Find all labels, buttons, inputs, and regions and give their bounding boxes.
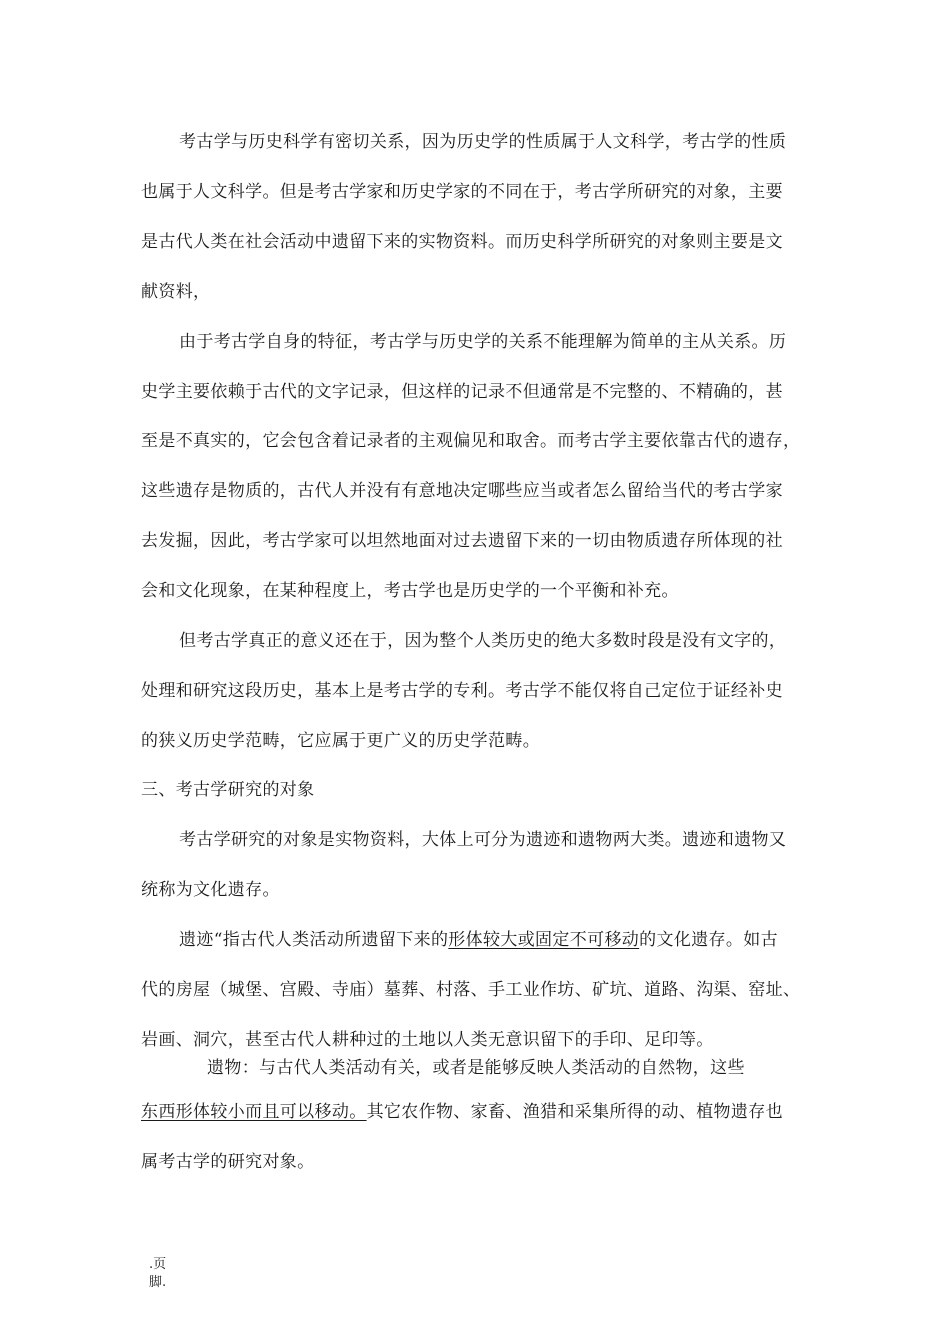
paragraph-6-line-2 xyxy=(141,1101,783,1123)
footer-line-2: 脚. xyxy=(149,1275,167,1290)
paragraph-6-line-2-end: 其它农作物、家畜、渔猎和采集所得的动、植物遗存也 xyxy=(366,1102,783,1122)
paragraph-1-line-2: 也属于人文科学。但是考古学家和历史学家的不同在于，考古学所研究的对象，主要 xyxy=(141,182,783,202)
paragraph-5-line-1-start: 遗迹“指古代人类活动所遗留下来的 xyxy=(179,930,449,950)
underlined-phrase-small-movable: 东西形体较小而且可以移动。 xyxy=(141,1102,367,1122)
paragraph-1-line-3: 是古代人类在社会活动中遗留下来的实物资料。而历史科学所研究的对象则主要是文 xyxy=(141,232,783,252)
paragraph-2-line-2: 史学主要依赖于古代的文字记录，但这样的记录不但通常是不完整的、不精确的，甚 xyxy=(141,382,783,402)
paragraph-3-line-3: 的狭义历史学范畴，它应属于更广义的历史学范畴。 xyxy=(141,731,541,751)
paragraph-1-line-1: 考古学与历史科学有密切关系，因为历史学的性质属于人文科学，考古学的性质 xyxy=(179,132,787,152)
paragraph-6-line-1: 遗物：与古代人类活动有关，或者是能够反映人类活动的自然物，这些 xyxy=(207,1058,745,1078)
paragraph-2-line-6: 会和文化现象，在某种程度上，考古学也是历史学的一个平衡和补充。 xyxy=(141,581,679,601)
paragraph-2-line-4: 这些遗存是物质的，古代人并没有有意地决定哪些应当或者怎么留给当代的考古学家 xyxy=(141,481,783,501)
paragraph-1-line-4: 献资料， xyxy=(141,282,211,302)
section-heading: 三、考古学研究的对象 xyxy=(141,780,315,800)
paragraph-3-line-2: 处理和研究这段历史，基本上是考古学的专利。考古学不能仅将自己定位于证经补史 xyxy=(141,681,783,701)
paragraph-2-line-3: 至是不真实的，它会包含着记录者的主观偏见和取舍。而考古学主要依靠古代的遗存， xyxy=(141,431,801,451)
paragraph-3-line-1: 但考古学真正的意义还在于，因为整个人类历史的绝大多数时段是没有文字的， xyxy=(179,631,787,651)
paragraph-5-line-1-end: 的文化遗存。如古 xyxy=(639,930,778,950)
paragraph-2-line-1: 由于考古学自身的特征，考古学与历史学的关系不能理解为简单的主从关系。历 xyxy=(179,332,787,352)
paragraph-4-line-1: 考古学研究的对象是实物资料，大体上可分为遗迹和遗物两大类。遗迹和遗物又 xyxy=(179,830,787,850)
paragraph-6-line-3: 属考古学的研究对象。 xyxy=(141,1152,315,1172)
paragraph-5-line-2: 代的房屋（城堡、宫殿、寺庙）墓葬、村落、手工业作坊、矿坑、道路、沟渠、窑址、 xyxy=(141,980,801,1000)
underlined-phrase-large-fixed: 形体较大或固定不可移动 xyxy=(448,930,640,950)
paragraph-4-line-2: 统称为文化遗存。 xyxy=(141,880,280,900)
paragraph-2-line-5: 去发掘，因此，考古学家可以坦然地面对过去遗留下来的一切由物质遗存所体现的社 xyxy=(141,531,783,551)
paragraph-5-line-1 xyxy=(179,929,778,951)
footer-line-1: .页 xyxy=(149,1257,167,1272)
paragraph-5-line-3: 岩画、洞穴，甚至古代人耕种过的土地以人类无意识留下的手印、足印等。 xyxy=(141,1030,714,1050)
